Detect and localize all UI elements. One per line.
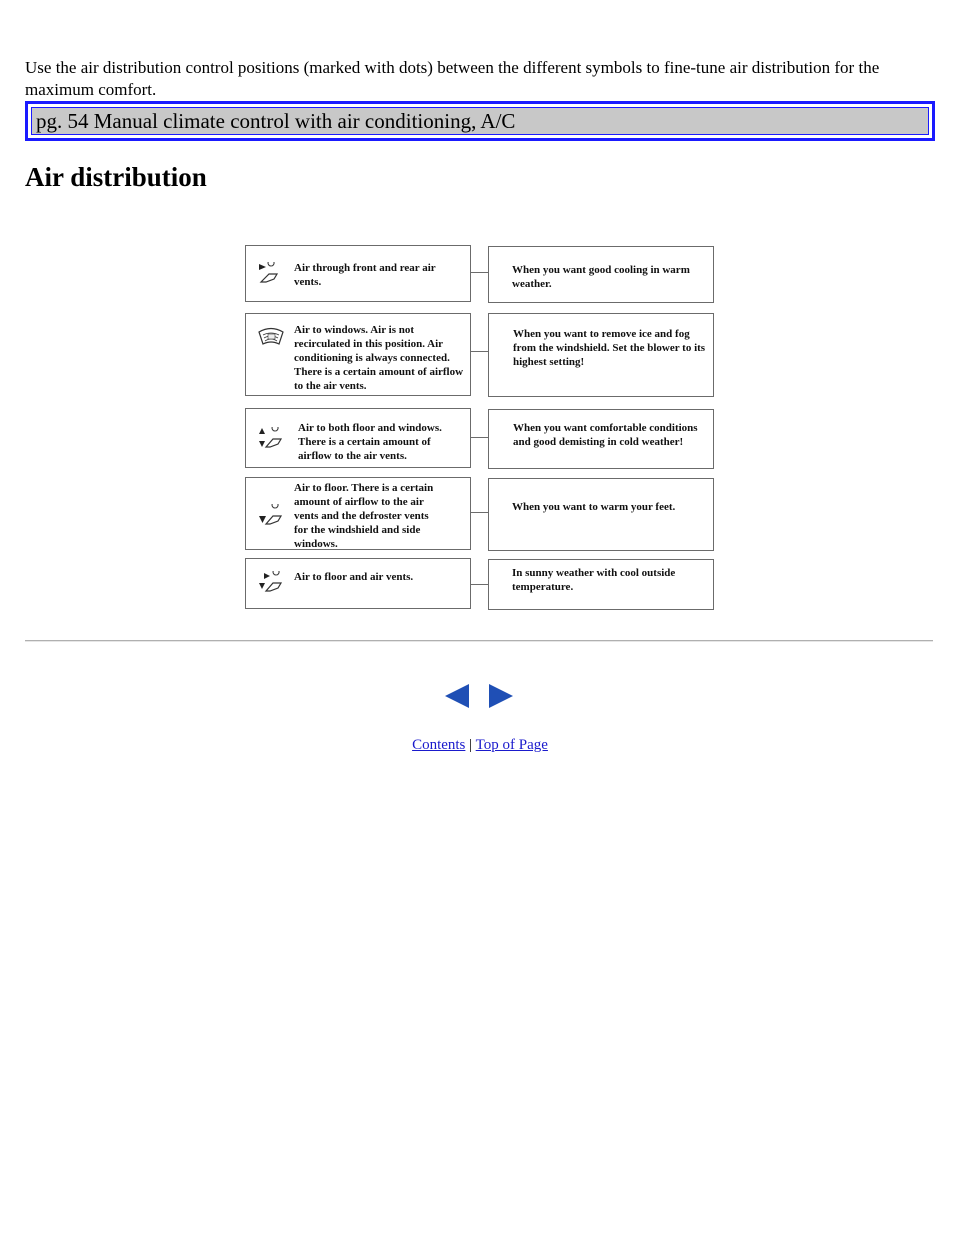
- horizontal-divider: [25, 640, 933, 642]
- air-distribution-figure: [240, 240, 720, 615]
- use-box-3: [488, 409, 714, 469]
- top-of-page-link[interactable]: Top of Page: [475, 737, 548, 753]
- use-text-3: When you want comfortable conditions and good demisting in cold weather!: [513, 422, 698, 448]
- face-vent-icon: [257, 262, 283, 284]
- setting-box-3: [245, 408, 471, 468]
- page-navigation: [441, 680, 521, 712]
- connector-line-3: [471, 437, 488, 438]
- connector-line-4: [471, 512, 488, 513]
- connector-line-5: [471, 584, 488, 585]
- contents-link[interactable]: Contents: [412, 737, 466, 753]
- floor-and-windows-icon: [257, 427, 283, 449]
- setting-text-1: Air through front and rear air vents.: [294, 262, 436, 288]
- previous-page-arrow-icon[interactable]: [441, 680, 473, 712]
- use-box-4: [488, 478, 714, 551]
- use-box-1: [488, 246, 714, 303]
- setting-box-2: [245, 313, 471, 396]
- setting-text-3: Air to both floor and windows. There is a certain amount of airflow to the air vents.: [298, 422, 442, 462]
- page-title: Air distribution: [25, 162, 207, 192]
- setting-text-2: Air to windows. Air is not recirculated in this position. Air conditioning is always connected. There is a certain amount of airflow to the air vents.: [294, 324, 464, 392]
- setting-box-5: [245, 558, 471, 609]
- use-box-5: [488, 559, 714, 610]
- use-text-1: When you want good cooling in warm weather.: [512, 264, 690, 290]
- footer-links: [0, 735, 960, 755]
- intro-text: Use the air distribution control positions (marked with dots) between the different symbols to fine-tune air distribution for the maximum comfort.: [25, 58, 880, 99]
- use-text-5: In sunny weather with cool outside temperature.: [512, 567, 676, 593]
- floor-vent-icon: [257, 504, 283, 526]
- setting-text-5: Air to floor and air vents.: [294, 571, 414, 583]
- connector-line-1: [471, 272, 488, 273]
- setting-box-4: [245, 477, 471, 550]
- section-header-bar: [25, 101, 935, 141]
- next-page-arrow-icon[interactable]: [485, 680, 517, 712]
- use-box-2: [488, 313, 714, 397]
- section-header-text: pg. 54 Manual climate control with air conditioning, A/C: [31, 107, 929, 135]
- connector-line-2: [471, 351, 488, 352]
- defroster-icon: [257, 326, 285, 348]
- floor-and-face-vent-icon: [257, 571, 283, 593]
- footer-separator: |: [469, 737, 473, 753]
- use-text-2: When you want to remove ice and fog from the windshield. Set the blower to its highest setting!: [513, 328, 706, 368]
- setting-box-1: [245, 245, 471, 302]
- use-text-4: When you want to warm your feet.: [512, 501, 676, 513]
- setting-text-4: Air to floor. There is a certain amount of airflow to the air vents and the defroster vents for the windshield and side windows.: [294, 482, 434, 550]
